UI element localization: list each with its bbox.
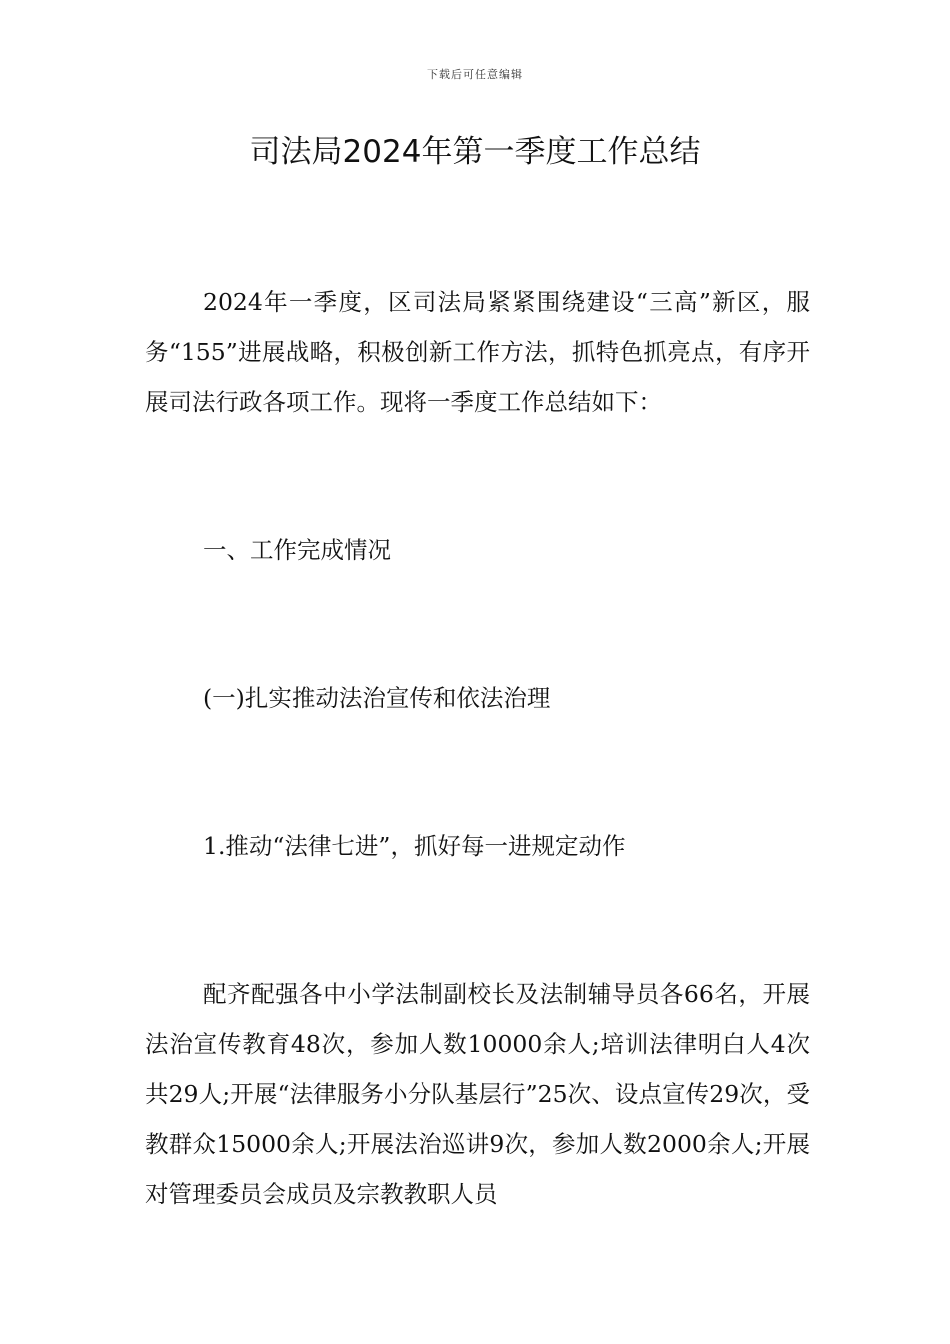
intro-paragraph: 2024年一季度，区司法局紧紧围绕建设“三高”新区，服务“155”进展战略，积极创新工作方法，抓特色抓亮点，有序开展司法行政各项工作。现将一季度工作总结如下： [145,288,810,416]
header-note: 下载后可任意编辑 [427,68,523,81]
item-heading: 1.推动“法律七进”，抓好每一进规定动作 [203,832,626,860]
section-heading: 一、工作完成情况 [203,536,391,564]
document-title: 司法局2024年第一季度工作总结 [249,134,701,170]
body-paragraph: 配齐配强各中小学法制副校长及法制辅导员各66名，开展法治宣传教育48次，参加人数10000余人;培训法律明白人4次共29人;开展“法律服务小分队基层行”25次、设点宣传29次，受教群众15000余人;开展法治巡讲9次，参加人数2000余人;开展对管理委员会成员及宗教教职人员 [145,980,810,1208]
subsection-heading: (一)扎实推动法治宣传和依法治理 [203,684,551,712]
